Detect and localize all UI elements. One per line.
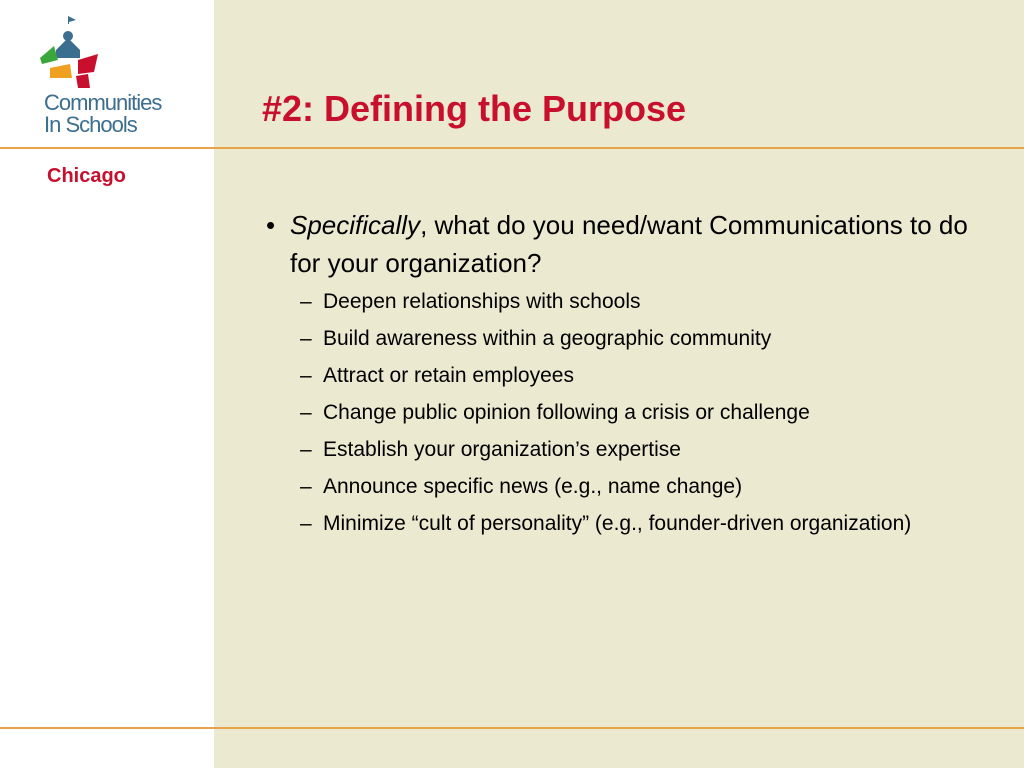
dash-icon: – (300, 327, 312, 350)
dash-icon: – (300, 290, 312, 313)
sub-bullet-text: Minimize “cult of personality” (e.g., founder-driven organization) (323, 512, 912, 535)
sub-bullet (300, 473, 986, 500)
schoolhouse-logo-icon (36, 16, 104, 88)
sub-bullet-text: Build awareness within a geographic community (323, 327, 772, 350)
sub-bullet (300, 325, 986, 352)
slide-title: #2: Defining the Purpose (262, 88, 687, 129)
sub-bullet-list (300, 288, 986, 537)
dash-icon: – (300, 475, 312, 498)
dash-icon: – (300, 438, 312, 461)
sub-bullet (300, 399, 986, 426)
sub-bullet-text: Deepen relationships with schools (323, 290, 641, 313)
dash-icon: – (300, 364, 312, 387)
sub-bullet (300, 510, 986, 537)
sub-bullet-text: Establish your organization’s expertise (323, 438, 681, 461)
sub-bullet (300, 288, 986, 315)
bullet-dot-icon: • (266, 210, 276, 240)
brand-line-2: In Schools (44, 112, 137, 137)
header-divider (0, 147, 1024, 149)
location-label: Chicago (47, 165, 126, 187)
brand-line-1: Communities (44, 90, 162, 115)
slide-body (266, 206, 986, 547)
sub-bullet-text: Attract or retain employees (323, 364, 574, 387)
dash-icon: – (300, 512, 312, 535)
dash-icon: – (300, 401, 312, 424)
main-bullet-text: , what do you need/want Communications to do for your organization? (290, 210, 968, 278)
main-bullet (266, 206, 986, 282)
sub-bullet (300, 362, 986, 389)
brand-logo-text (44, 92, 161, 136)
footer-divider (0, 727, 1024, 729)
sub-bullet-text: Announce specific news (e.g., name change) (323, 475, 743, 498)
sub-bullet-text: Change public opinion following a crisis or challenge (323, 401, 810, 424)
sub-bullet (300, 436, 986, 463)
main-bullet-emphasis: Specifically (290, 210, 421, 240)
